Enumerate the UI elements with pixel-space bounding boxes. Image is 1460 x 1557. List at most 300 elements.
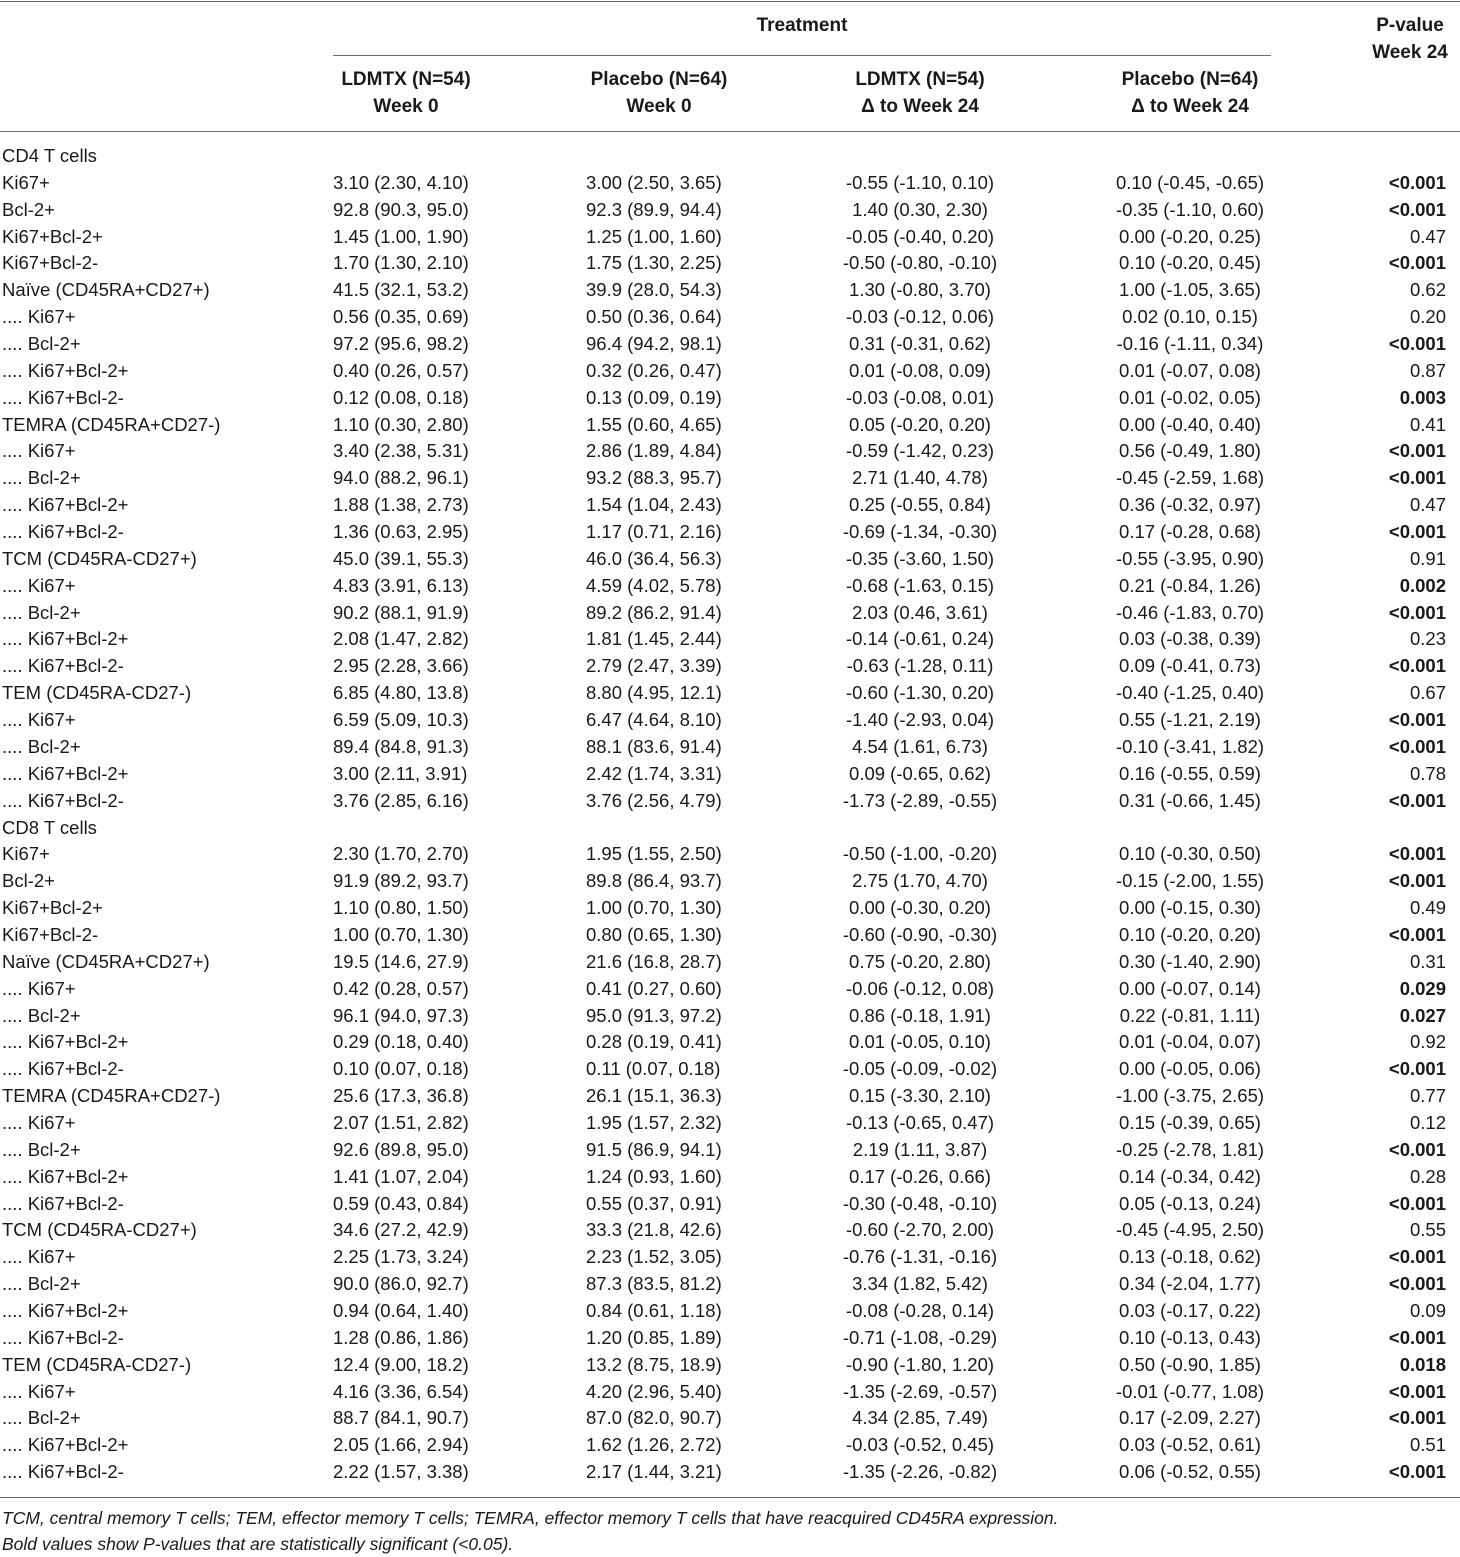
table-row bbox=[0, 1217, 1460, 1244]
col1-header bbox=[290, 66, 522, 120]
ldmtx-delta-cell: -0.71 (-1.08, -0.29) bbox=[842, 1326, 998, 1348]
row-label: TCM (CD45RA-CD27+) bbox=[2, 547, 197, 569]
ldmtx-week0-cell: 94.0 (88.2, 96.1) bbox=[333, 467, 469, 489]
table-row bbox=[0, 304, 1460, 331]
placebo-delta-cell: 0.56 (-0.49, 1.80) bbox=[1119, 440, 1261, 462]
ldmtx-week0-cell: 3.00 (2.11, 3.91) bbox=[333, 762, 468, 784]
row-label: .... Ki67+Bcl-2- bbox=[2, 1461, 124, 1483]
row-label: .... Bcl-2+ bbox=[2, 1138, 81, 1160]
row-label: .... Ki67+ bbox=[2, 574, 76, 596]
placebo-week0-cell: 0.41 (0.27, 0.60) bbox=[586, 977, 722, 999]
col4-header bbox=[1070, 66, 1310, 120]
row-label: .... Ki67+ bbox=[2, 709, 76, 731]
ldmtx-delta-cell: 0.17 (-0.26, 0.66) bbox=[849, 1165, 991, 1187]
row-label: .... Ki67+ bbox=[2, 440, 76, 462]
ldmtx-delta-cell: 0.86 (-0.18, 1.91) bbox=[849, 1004, 991, 1026]
ldmtx-delta-cell: 0.09 (-0.65, 0.62) bbox=[849, 762, 991, 784]
col2-header-line1: Placebo (N=64) bbox=[590, 69, 728, 90]
placebo-week0-cell: 21.6 (16.8, 28.7) bbox=[586, 950, 722, 972]
table-row bbox=[0, 976, 1460, 1003]
placebo-week0-cell: 4.59 (4.02, 5.78) bbox=[586, 574, 722, 596]
table-row bbox=[0, 412, 1460, 439]
ldmtx-week0-cell: 41.5 (32.1, 53.2) bbox=[333, 279, 469, 301]
placebo-week0-cell: 1.81 (1.45, 2.44) bbox=[586, 628, 722, 650]
row-label: TEM (CD45RA-CD27-) bbox=[2, 1353, 192, 1375]
row-label: Bcl-2+ bbox=[2, 870, 55, 892]
placebo-delta-cell: -0.35 (-1.10, 0.60) bbox=[1115, 198, 1265, 220]
pvalue-cell: 0.78 bbox=[1409, 762, 1446, 784]
pvalue-cell: 0.67 bbox=[1409, 682, 1446, 704]
placebo-week0-cell: 1.24 (0.93, 1.60) bbox=[586, 1165, 722, 1187]
ldmtx-week0-cell: 4.83 (3.91, 6.13) bbox=[333, 574, 469, 596]
ldmtx-week0-cell: 0.10 (0.07, 0.18) bbox=[333, 1058, 469, 1080]
ldmtx-delta-cell: 4.34 (2.85, 7.49) bbox=[852, 1407, 988, 1429]
placebo-week0-cell: 33.3 (21.8, 42.6) bbox=[586, 1219, 722, 1241]
pvalue-cell: <0.001 bbox=[1388, 467, 1446, 489]
col1-header-line1: LDMTX (N=54) bbox=[341, 69, 471, 90]
placebo-delta-cell: 0.10 (-0.30, 0.50) bbox=[1119, 843, 1261, 865]
row-label: .... Ki67+Bcl-2- bbox=[2, 386, 124, 408]
ldmtx-delta-cell: 0.01 (-0.08, 0.09) bbox=[849, 359, 991, 381]
placebo-delta-cell: 0.50 (-0.90, 1.85) bbox=[1119, 1353, 1261, 1375]
row-label: .... Bcl-2+ bbox=[2, 1273, 81, 1295]
row-label: TEMRA (CD45RA+CD27-) bbox=[2, 413, 221, 435]
placebo-delta-cell: -0.45 (-4.95, 2.50) bbox=[1115, 1219, 1265, 1241]
ldmtx-week0-cell: 2.05 (1.66, 2.94) bbox=[333, 1434, 469, 1456]
ldmtx-delta-cell: -0.63 (-1.28, 0.11) bbox=[846, 655, 994, 677]
placebo-delta-cell: 0.05 (-0.13, 0.24) bbox=[1119, 1192, 1261, 1214]
placebo-delta-cell: 0.09 (-0.41, 0.73) bbox=[1119, 655, 1261, 677]
pvalue-cell: 0.87 bbox=[1409, 359, 1446, 381]
ldmtx-delta-cell: 1.40 (0.30, 2.30) bbox=[852, 198, 988, 220]
placebo-delta-cell: 0.16 (-0.55, 0.59) bbox=[1119, 762, 1261, 784]
ldmtx-week0-cell: 92.6 (89.8, 95.0) bbox=[333, 1138, 469, 1160]
pvalue-cell: <0.001 bbox=[1388, 1380, 1446, 1402]
footnote-abbreviations: TCM, central memory T cells; TEM, effector memory T cells; TEMRA, effector memory T cells that have reacquired CD45RA expression. bbox=[2, 1508, 1059, 1528]
ldmtx-week0-cell: 1.41 (1.07, 2.04) bbox=[333, 1165, 469, 1187]
placebo-delta-cell: -0.45 (-2.59, 1.68) bbox=[1115, 467, 1265, 489]
ldmtx-week0-cell: 2.08 (1.47, 2.82) bbox=[333, 628, 469, 650]
ldmtx-delta-cell: -0.06 (-0.12, 0.08) bbox=[845, 977, 995, 999]
placebo-week0-cell: 0.13 (0.09, 0.19) bbox=[586, 386, 722, 408]
row-label: .... Ki67+ bbox=[2, 306, 76, 328]
placebo-delta-cell: 0.10 (-0.13, 0.43) bbox=[1119, 1326, 1261, 1348]
ldmtx-week0-cell: 3.76 (2.85, 6.16) bbox=[333, 789, 469, 811]
ldmtx-week0-cell: 2.07 (1.51, 2.82) bbox=[333, 1111, 469, 1133]
placebo-week0-cell: 1.54 (1.04, 2.43) bbox=[586, 494, 722, 516]
ldmtx-week0-cell: 12.4 (9.00, 18.2) bbox=[333, 1353, 469, 1375]
pvalue-cell: 0.77 bbox=[1409, 1085, 1446, 1107]
ldmtx-delta-cell: -0.30 (-0.48, -0.10) bbox=[842, 1192, 998, 1214]
table-row bbox=[0, 170, 1460, 197]
placebo-week0-cell: 0.28 (0.19, 0.41) bbox=[586, 1031, 722, 1053]
row-label: .... Ki67+Bcl-2+ bbox=[2, 1031, 129, 1053]
pvalue-cell: 0.91 bbox=[1409, 547, 1446, 569]
placebo-week0-cell: 1.75 (1.30, 2.25) bbox=[586, 252, 722, 274]
ldmtx-week0-cell: 1.10 (0.80, 1.50) bbox=[333, 897, 469, 919]
table-top-rule bbox=[0, 1, 1460, 2]
row-label: .... Ki67+Bcl-2- bbox=[2, 789, 124, 811]
ldmtx-week0-cell: 1.36 (0.63, 2.95) bbox=[333, 521, 469, 543]
row-label: Ki67+Bcl-2+ bbox=[2, 897, 103, 919]
footnote-significance: Bold values show P-values that are statistically significant (<0.05). bbox=[2, 1534, 514, 1554]
ldmtx-week0-cell: 0.29 (0.18, 0.40) bbox=[333, 1031, 469, 1053]
table-row bbox=[0, 626, 1460, 653]
placebo-delta-cell: -0.10 (-3.41, 1.82) bbox=[1115, 735, 1265, 757]
ldmtx-delta-cell: 2.75 (1.70, 4.70) bbox=[852, 870, 988, 892]
pvalue-cell: 0.47 bbox=[1409, 494, 1446, 516]
pvalue-cell: 0.12 bbox=[1409, 1111, 1446, 1133]
pvalue-cell: 0.28 bbox=[1409, 1165, 1446, 1187]
placebo-week0-cell: 87.3 (83.5, 81.2) bbox=[586, 1273, 722, 1295]
row-label: .... Ki67+Bcl-2- bbox=[2, 1192, 124, 1214]
ldmtx-week0-cell: 91.9 (89.2, 93.7) bbox=[333, 870, 469, 892]
placebo-week0-cell: 89.2 (86.2, 91.4) bbox=[586, 601, 722, 623]
pvalue-cell: <0.001 bbox=[1388, 923, 1446, 945]
row-label: .... Ki67+Bcl-2+ bbox=[2, 762, 129, 784]
row-label: .... Bcl-2+ bbox=[2, 467, 81, 489]
ldmtx-delta-cell: 0.75 (-0.20, 2.80) bbox=[849, 950, 991, 972]
section-header-row bbox=[0, 815, 1460, 842]
placebo-week0-cell: 1.95 (1.57, 2.32) bbox=[586, 1111, 722, 1133]
placebo-week0-cell: 0.50 (0.36, 0.64) bbox=[586, 306, 722, 328]
placebo-delta-cell: 0.02 (0.10, 0.15) bbox=[1122, 306, 1258, 328]
pvalue-cell: <0.001 bbox=[1388, 198, 1446, 220]
placebo-week0-cell: 39.9 (28.0, 54.3) bbox=[586, 279, 722, 301]
placebo-week0-cell: 95.0 (91.3, 97.2) bbox=[586, 1004, 722, 1026]
pvalue-cell: 0.92 bbox=[1409, 1031, 1446, 1053]
pvalue-cell: <0.001 bbox=[1388, 843, 1446, 865]
placebo-week0-cell: 1.00 (0.70, 1.30) bbox=[586, 897, 722, 919]
placebo-delta-cell: 0.03 (-0.52, 0.61) bbox=[1119, 1434, 1261, 1456]
ldmtx-delta-cell: -1.35 (-2.26, -0.82) bbox=[842, 1461, 998, 1483]
pvalue-cell: <0.001 bbox=[1388, 655, 1446, 677]
table-row bbox=[0, 1432, 1460, 1459]
ldmtx-delta-cell: -0.69 (-1.34, -0.30) bbox=[842, 521, 998, 543]
ldmtx-delta-cell: -0.03 (-0.12, 0.06) bbox=[845, 306, 995, 328]
treatment-underline bbox=[333, 55, 1271, 56]
pvalue-cell: 0.029 bbox=[1399, 977, 1446, 999]
placebo-delta-cell: -0.40 (-1.25, 0.40) bbox=[1115, 682, 1265, 704]
row-label: .... Ki67+ bbox=[2, 1246, 76, 1268]
placebo-delta-cell: 0.55 (-1.21, 2.19) bbox=[1119, 709, 1261, 731]
ldmtx-week0-cell: 19.5 (14.6, 27.9) bbox=[333, 950, 469, 972]
table-row bbox=[0, 250, 1460, 277]
table-row bbox=[0, 600, 1460, 627]
col4-header-line2: Δ to Week 24 bbox=[1131, 96, 1249, 117]
row-label: Ki67+ bbox=[2, 171, 50, 193]
ldmtx-week0-cell: 2.95 (2.28, 3.66) bbox=[333, 655, 469, 677]
table-row bbox=[0, 573, 1460, 600]
table-row bbox=[0, 868, 1460, 895]
ldmtx-delta-cell: 0.00 (-0.30, 0.20) bbox=[849, 897, 991, 919]
placebo-week0-cell: 2.79 (2.47, 3.39) bbox=[586, 655, 722, 677]
ldmtx-week0-cell: 2.30 (1.70, 2.70) bbox=[333, 843, 469, 865]
pvalue-cell: 0.41 bbox=[1409, 413, 1446, 435]
ldmtx-week0-cell: 2.25 (1.73, 3.24) bbox=[333, 1246, 469, 1268]
placebo-week0-cell: 8.80 (4.95, 12.1) bbox=[586, 682, 722, 704]
ldmtx-week0-cell: 1.70 (1.30, 2.10) bbox=[333, 252, 469, 274]
ldmtx-week0-cell: 3.40 (2.38, 5.31) bbox=[333, 440, 469, 462]
row-label: .... Ki67+ bbox=[2, 977, 76, 999]
section-label: CD8 T cells bbox=[2, 816, 97, 838]
placebo-delta-cell: -0.16 (-1.11, 0.34) bbox=[1116, 333, 1264, 355]
ldmtx-delta-cell: 0.31 (-0.31, 0.62) bbox=[849, 333, 991, 355]
table-row bbox=[0, 546, 1460, 573]
row-label: .... Bcl-2+ bbox=[2, 1407, 81, 1429]
pvalue-cell: 0.20 bbox=[1409, 306, 1446, 328]
placebo-week0-cell: 46.0 (36.4, 56.3) bbox=[586, 547, 722, 569]
table-row bbox=[0, 358, 1460, 385]
placebo-delta-cell: -0.25 (-2.78, 1.81) bbox=[1115, 1138, 1265, 1160]
placebo-week0-cell: 0.84 (0.61, 1.18) bbox=[586, 1299, 722, 1321]
ldmtx-delta-cell: -0.05 (-0.40, 0.20) bbox=[845, 225, 995, 247]
pvalue-cell: <0.001 bbox=[1388, 333, 1446, 355]
pvalue-cell: 0.55 bbox=[1409, 1219, 1446, 1241]
table-row bbox=[0, 519, 1460, 546]
ldmtx-delta-cell: -0.68 (-1.63, 0.15) bbox=[845, 574, 995, 596]
placebo-delta-cell: 0.10 (-0.45, -0.65) bbox=[1115, 171, 1265, 193]
placebo-week0-cell: 96.4 (94.2, 98.1) bbox=[586, 333, 722, 355]
placebo-week0-cell: 2.17 (1.44, 3.21) bbox=[586, 1461, 722, 1483]
placebo-week0-cell: 1.95 (1.55, 2.50) bbox=[586, 843, 722, 865]
row-label: .... Ki67+Bcl-2+ bbox=[2, 1299, 129, 1321]
col1-header-line2: Week 0 bbox=[373, 96, 439, 117]
pvalue-cell: <0.001 bbox=[1388, 252, 1446, 274]
table-row bbox=[0, 1110, 1460, 1137]
table-row bbox=[0, 1029, 1460, 1056]
table-row bbox=[0, 197, 1460, 224]
placebo-delta-cell: 0.36 (-0.32, 0.97) bbox=[1119, 494, 1261, 516]
pvalue-cell: 0.09 bbox=[1409, 1299, 1446, 1321]
placebo-week0-cell: 4.20 (2.96, 5.40) bbox=[586, 1380, 722, 1402]
pvalue-cell: 0.027 bbox=[1399, 1004, 1446, 1026]
pvalue-cell: 0.31 bbox=[1409, 950, 1446, 972]
ldmtx-week0-cell: 90.0 (86.0, 92.7) bbox=[333, 1273, 469, 1295]
placebo-delta-cell: 0.14 (-0.34, 0.42) bbox=[1119, 1165, 1261, 1187]
placebo-week0-cell: 26.1 (15.1, 36.3) bbox=[586, 1085, 722, 1107]
ldmtx-week0-cell: 97.2 (95.6, 98.2) bbox=[333, 333, 469, 355]
pvalue-cell: <0.001 bbox=[1388, 735, 1446, 757]
placebo-week0-cell: 2.42 (1.74, 3.31) bbox=[586, 762, 722, 784]
placebo-delta-cell: -0.01 (-0.77, 1.08) bbox=[1115, 1380, 1265, 1402]
ldmtx-delta-cell: 2.03 (0.46, 3.61) bbox=[852, 601, 988, 623]
pvalue-cell: <0.001 bbox=[1388, 789, 1446, 811]
ldmtx-delta-cell: -0.50 (-1.00, -0.20) bbox=[842, 843, 998, 865]
row-label: .... Ki67+Bcl-2- bbox=[2, 521, 124, 543]
ldmtx-week0-cell: 88.7 (84.1, 90.7) bbox=[333, 1407, 469, 1429]
pvalue-header bbox=[1360, 12, 1460, 66]
row-label: TEM (CD45RA-CD27-) bbox=[2, 682, 192, 704]
row-label: .... Ki67+Bcl-2+ bbox=[2, 1165, 129, 1187]
col3-header bbox=[800, 66, 1040, 120]
placebo-delta-cell: 0.17 (-2.09, 2.27) bbox=[1119, 1407, 1261, 1429]
table-row bbox=[0, 1298, 1460, 1325]
ldmtx-week0-cell: 90.2 (88.1, 91.9) bbox=[333, 601, 469, 623]
ldmtx-delta-cell: -0.60 (-1.30, 0.20) bbox=[845, 682, 995, 704]
ldmtx-delta-cell: 0.15 (-3.30, 2.10) bbox=[849, 1085, 991, 1107]
placebo-week0-cell: 1.17 (0.71, 2.16) bbox=[586, 521, 722, 543]
row-label: TCM (CD45RA-CD27+) bbox=[2, 1219, 197, 1241]
placebo-delta-cell: 1.00 (-1.05, 3.65) bbox=[1119, 279, 1261, 301]
placebo-week0-cell: 1.25 (1.00, 1.60) bbox=[586, 225, 722, 247]
ldmtx-week0-cell: 4.16 (3.36, 6.54) bbox=[333, 1380, 469, 1402]
placebo-delta-cell: 0.13 (-0.18, 0.62) bbox=[1119, 1246, 1261, 1268]
table-row bbox=[0, 1164, 1460, 1191]
ldmtx-week0-cell: 1.10 (0.30, 2.80) bbox=[333, 413, 469, 435]
placebo-delta-cell: 0.00 (-0.15, 0.30) bbox=[1119, 897, 1261, 919]
pvalue-cell: 0.002 bbox=[1399, 574, 1446, 596]
row-label: Ki67+Bcl-2- bbox=[2, 923, 99, 945]
ldmtx-delta-cell: -0.03 (-0.52, 0.45) bbox=[845, 1434, 995, 1456]
table-row bbox=[0, 1459, 1460, 1486]
ldmtx-delta-cell: 1.30 (-0.80, 3.70) bbox=[849, 279, 991, 301]
placebo-week0-cell: 3.00 (2.50, 3.65) bbox=[586, 171, 722, 193]
ldmtx-week0-cell: 0.94 (0.64, 1.40) bbox=[333, 1299, 469, 1321]
placebo-delta-cell: 0.01 (-0.02, 0.05) bbox=[1119, 386, 1261, 408]
table-row bbox=[0, 1083, 1460, 1110]
placebo-delta-cell: 0.31 (-0.66, 1.45) bbox=[1119, 789, 1261, 811]
row-label: Naïve (CD45RA+CD27+) bbox=[2, 279, 210, 301]
row-label: .... Ki67+Bcl-2+ bbox=[2, 628, 129, 650]
table-row bbox=[0, 841, 1460, 868]
pvalue-cell: <0.001 bbox=[1388, 1246, 1446, 1268]
ldmtx-week0-cell: 2.22 (1.57, 3.38) bbox=[333, 1461, 469, 1483]
placebo-delta-cell: 0.01 (-0.04, 0.07) bbox=[1119, 1031, 1261, 1053]
ldmtx-week0-cell: 0.12 (0.08, 0.18) bbox=[333, 386, 469, 408]
row-label: Naïve (CD45RA+CD27+) bbox=[2, 950, 210, 972]
row-label: .... Bcl-2+ bbox=[2, 601, 81, 623]
table-row bbox=[0, 1271, 1460, 1298]
table-row bbox=[0, 707, 1460, 734]
pvalue-cell: <0.001 bbox=[1388, 1461, 1446, 1483]
placebo-delta-cell: 0.30 (-1.40, 2.90) bbox=[1119, 950, 1261, 972]
placebo-delta-cell: 0.21 (-0.84, 1.26) bbox=[1119, 574, 1261, 596]
ldmtx-delta-cell: -0.03 (-0.08, 0.01) bbox=[845, 386, 995, 408]
ldmtx-delta-cell: 0.25 (-0.55, 0.84) bbox=[849, 494, 991, 516]
col4-header-line1: Placebo (N=64) bbox=[1121, 69, 1259, 90]
placebo-week0-cell: 0.80 (0.65, 1.30) bbox=[586, 923, 722, 945]
ldmtx-delta-cell: -0.76 (-1.31, -0.16) bbox=[842, 1246, 998, 1268]
col3-header-line1: LDMTX (N=54) bbox=[855, 69, 985, 90]
placebo-delta-cell: -0.15 (-2.00, 1.55) bbox=[1115, 870, 1265, 892]
pvalue-header-line1: P-value bbox=[1376, 15, 1444, 36]
table-row bbox=[0, 331, 1460, 358]
ldmtx-delta-cell: -0.60 (-2.70, 2.00) bbox=[845, 1219, 995, 1241]
placebo-week0-cell: 87.0 (82.0, 90.7) bbox=[586, 1407, 722, 1429]
ldmtx-delta-cell: -0.08 (-0.28, 0.14) bbox=[845, 1299, 995, 1321]
ldmtx-week0-cell: 1.88 (1.38, 2.73) bbox=[333, 494, 469, 516]
pvalue-cell: <0.001 bbox=[1388, 1192, 1446, 1214]
row-label: .... Ki67+ bbox=[2, 1111, 76, 1133]
table-row bbox=[0, 1405, 1460, 1432]
ldmtx-delta-cell: -0.60 (-0.90, -0.30) bbox=[842, 923, 998, 945]
row-label: Ki67+Bcl-2- bbox=[2, 252, 99, 274]
ldmtx-delta-cell: -0.50 (-0.80, -0.10) bbox=[842, 252, 998, 274]
ldmtx-delta-cell: -0.59 (-1.42, 0.23) bbox=[845, 440, 995, 462]
ldmtx-delta-cell: -0.05 (-0.09, -0.02) bbox=[842, 1058, 998, 1080]
placebo-delta-cell: 0.00 (-0.05, 0.06) bbox=[1119, 1058, 1261, 1080]
placebo-week0-cell: 1.20 (0.85, 1.89) bbox=[586, 1326, 722, 1348]
col2-header-line2: Week 0 bbox=[626, 96, 692, 117]
ldmtx-delta-cell: -0.35 (-3.60, 1.50) bbox=[845, 547, 995, 569]
ldmtx-delta-cell: -0.13 (-0.65, 0.47) bbox=[845, 1111, 995, 1133]
row-label: Ki67+Bcl-2+ bbox=[2, 225, 103, 247]
pvalue-cell: 0.49 bbox=[1409, 897, 1446, 919]
table-row bbox=[0, 761, 1460, 788]
row-label: .... Bcl-2+ bbox=[2, 333, 81, 355]
ldmtx-week0-cell: 6.59 (5.09, 10.3) bbox=[333, 709, 469, 731]
section-label: CD4 T cells bbox=[2, 145, 97, 166]
ldmtx-week0-cell: 92.8 (90.3, 95.0) bbox=[333, 198, 469, 220]
ldmtx-week0-cell: 6.85 (4.80, 13.8) bbox=[333, 682, 469, 704]
ldmtx-week0-cell: 1.45 (1.00, 1.90) bbox=[333, 225, 469, 247]
row-label: .... Ki67+Bcl-2- bbox=[2, 1326, 124, 1348]
placebo-delta-cell: 0.17 (-0.28, 0.68) bbox=[1119, 521, 1261, 543]
placebo-week0-cell: 91.5 (86.9, 94.1) bbox=[586, 1138, 722, 1160]
pvalue-header-line2: Week 24 bbox=[1372, 42, 1448, 63]
placebo-week0-cell: 88.1 (83.6, 91.4) bbox=[586, 735, 722, 757]
pvalue-cell: <0.001 bbox=[1388, 1138, 1446, 1160]
table-row bbox=[0, 949, 1460, 976]
ldmtx-delta-cell: 3.34 (1.82, 5.42) bbox=[852, 1273, 988, 1295]
table-row bbox=[0, 277, 1460, 304]
table-row bbox=[0, 788, 1460, 815]
ldmtx-delta-cell: 4.54 (1.61, 6.73) bbox=[852, 735, 988, 757]
pvalue-cell: <0.001 bbox=[1388, 1407, 1446, 1429]
table-row bbox=[0, 653, 1460, 680]
row-label: .... Ki67+Bcl-2+ bbox=[2, 359, 129, 381]
table-row bbox=[0, 1191, 1460, 1218]
pvalue-cell: 0.62 bbox=[1409, 279, 1446, 301]
ldmtx-delta-cell: -0.90 (-1.80, 1.20) bbox=[845, 1353, 995, 1375]
placebo-delta-cell: 0.00 (-0.40, 0.40) bbox=[1119, 413, 1261, 435]
pvalue-cell: <0.001 bbox=[1388, 521, 1446, 543]
col2-header bbox=[545, 66, 773, 120]
placebo-delta-cell: 0.10 (-0.20, 0.20) bbox=[1119, 923, 1261, 945]
placebo-week0-cell: 0.32 (0.26, 0.47) bbox=[586, 359, 722, 381]
pvalue-cell: <0.001 bbox=[1388, 709, 1446, 731]
ldmtx-delta-cell: -1.40 (-2.93, 0.04) bbox=[845, 709, 995, 731]
placebo-delta-cell: 0.10 (-0.20, 0.45) bbox=[1119, 252, 1261, 274]
row-label: .... Ki67+Bcl-2+ bbox=[2, 1434, 129, 1456]
row-label: Ki67+ bbox=[2, 843, 50, 865]
table-row bbox=[0, 1003, 1460, 1030]
table-row bbox=[0, 922, 1460, 949]
row-label: .... Ki67+Bcl-2- bbox=[2, 655, 124, 677]
pvalue-cell: 0.51 bbox=[1409, 1434, 1446, 1456]
table-row bbox=[0, 1352, 1460, 1379]
header-bottom-rule bbox=[0, 131, 1460, 132]
pvalue-cell: <0.001 bbox=[1388, 1058, 1446, 1080]
table-row bbox=[0, 492, 1460, 519]
placebo-week0-cell: 1.55 (0.60, 4.65) bbox=[586, 413, 722, 435]
ldmtx-delta-cell: 0.05 (-0.20, 0.20) bbox=[849, 413, 991, 435]
ldmtx-week0-cell: 3.10 (2.30, 4.10) bbox=[333, 171, 469, 193]
table-row bbox=[0, 385, 1460, 412]
ldmtx-week0-cell: 45.0 (39.1, 55.3) bbox=[333, 547, 469, 569]
ldmtx-delta-cell: 2.71 (1.40, 4.78) bbox=[852, 467, 988, 489]
placebo-week0-cell: 3.76 (2.56, 4.79) bbox=[586, 789, 722, 811]
placebo-delta-cell: 0.22 (-0.81, 1.11) bbox=[1119, 1004, 1261, 1026]
table-row bbox=[0, 224, 1460, 251]
placebo-week0-cell: 0.11 (0.07, 0.18) bbox=[586, 1058, 721, 1080]
pvalue-cell: <0.001 bbox=[1388, 1326, 1446, 1348]
ldmtx-week0-cell: 0.59 (0.43, 0.84) bbox=[333, 1192, 469, 1214]
placebo-delta-cell: 0.06 (-0.52, 0.55) bbox=[1119, 1461, 1261, 1483]
placebo-week0-cell: 6.47 (4.64, 8.10) bbox=[586, 709, 722, 731]
placebo-week0-cell: 2.23 (1.52, 3.05) bbox=[586, 1246, 722, 1268]
